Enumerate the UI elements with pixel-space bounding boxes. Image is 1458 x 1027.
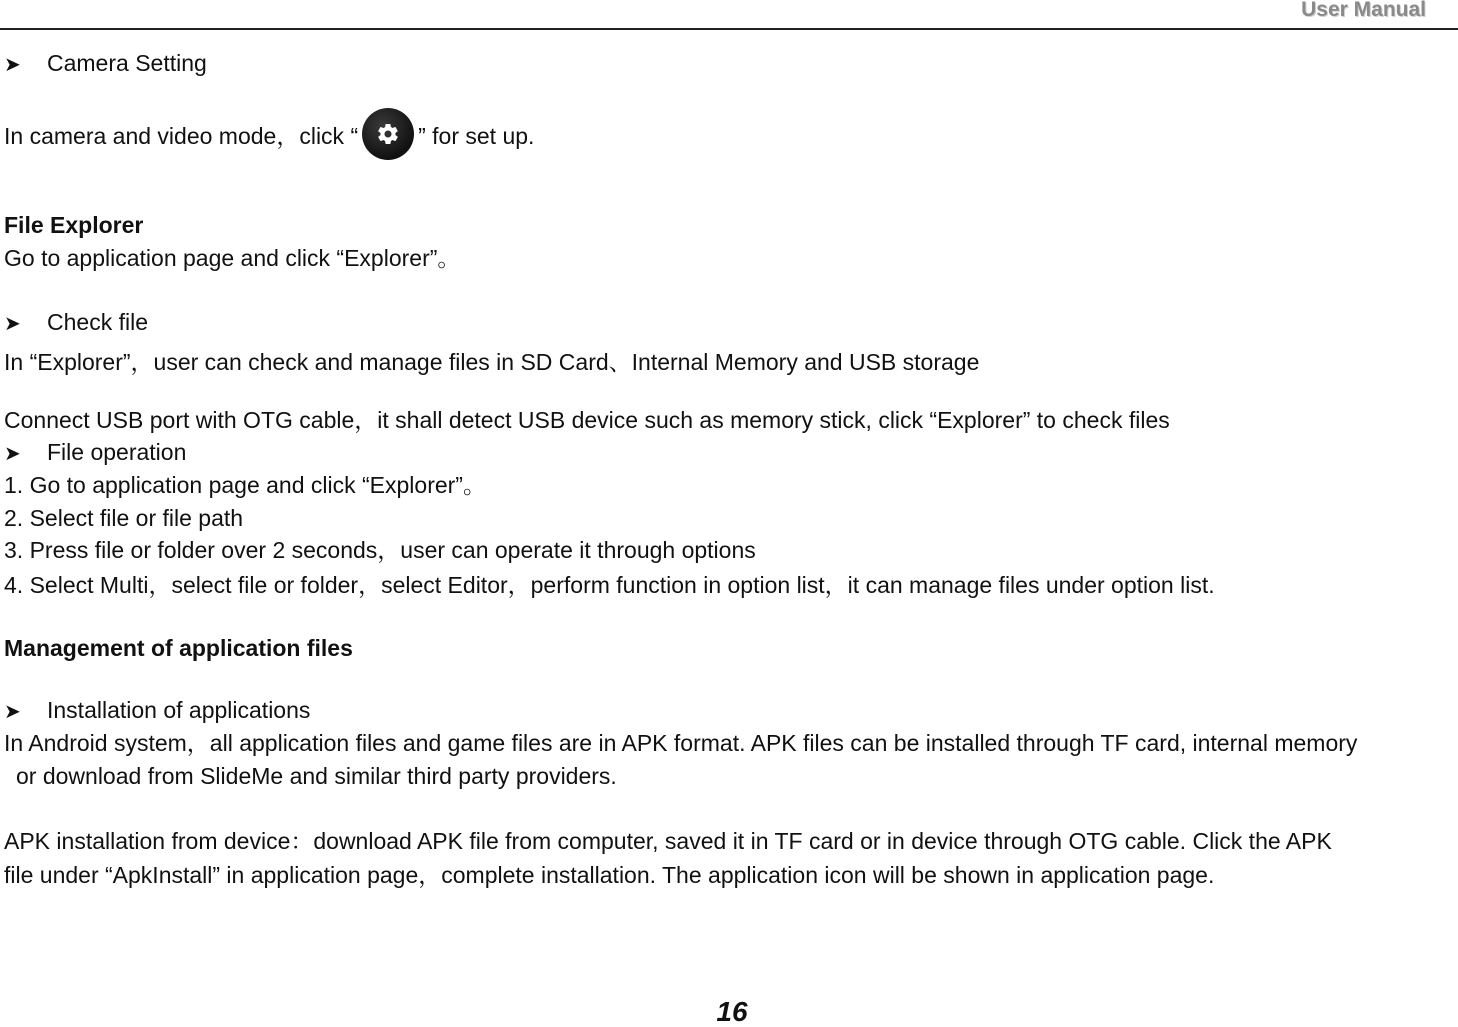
camera-setting-label: Camera Setting xyxy=(47,50,207,76)
check-file-label: Check file xyxy=(47,309,148,335)
file-operation-heading xyxy=(4,441,186,464)
check-file-text: In “Explorer”，user can check and manage files in SD Card、Internal Memory and USB storage xyxy=(4,349,980,375)
header-title: User Manual xyxy=(1301,0,1426,21)
gear-icon xyxy=(362,108,414,160)
page-number: 16 xyxy=(716,996,748,1027)
arrow-bullet-icon: ➤ xyxy=(4,54,21,76)
camera-text-before: In camera and video mode，click “ xyxy=(4,123,359,150)
file-explorer-intro: Go to application page and click “Explorer”。 xyxy=(4,245,461,271)
usb-otg-text: Connect USB port with OTG cable，it shall detect USB device such as memory stick, click “Explorer” to check files xyxy=(4,407,1170,433)
file-explorer-title: File Explorer xyxy=(4,212,144,238)
apk-install-text-line2: file under “ApkInstall” in application page，complete installation. The application icon will be shown in application page. xyxy=(4,862,1215,888)
installation-heading xyxy=(4,699,310,722)
app-management-title: Management of application files xyxy=(4,635,353,661)
file-operation-step: 3. Press file or folder over 2 seconds，user can operate it through options xyxy=(4,537,756,563)
camera-setting-heading xyxy=(4,52,207,75)
check-file-heading xyxy=(4,311,148,334)
arrow-bullet-icon: ➤ xyxy=(4,313,21,335)
arrow-bullet-icon: ➤ xyxy=(4,701,21,723)
file-operation-label: File operation xyxy=(47,439,187,465)
camera-setting-instruction xyxy=(4,112,534,164)
apk-install-text-line1: APK installation from device：download APK file from computer, saved it in TF card or in device through OTG cable. Click the APK xyxy=(4,828,1332,854)
file-operation-step: 4. Select Multi，select file or folder，select Editor，perform function in option list，it can manage files under option list. xyxy=(4,572,1215,598)
camera-text-after: ” for set up. xyxy=(418,123,535,150)
installation-text-line1: In Android system，all application files and game files are in APK format. APK files can be installed through TF card, internal memory xyxy=(4,730,1358,756)
installation-label: Installation of applications xyxy=(47,697,311,723)
installation-text-line2: or download from SlideMe and similar third party providers. xyxy=(16,763,617,789)
file-operation-step: 2. Select file or file path xyxy=(4,505,244,531)
header-divider xyxy=(0,28,1458,30)
arrow-bullet-icon: ➤ xyxy=(4,443,21,465)
file-operation-step: 1. Go to application page and click “Explorer”。 xyxy=(4,472,486,498)
